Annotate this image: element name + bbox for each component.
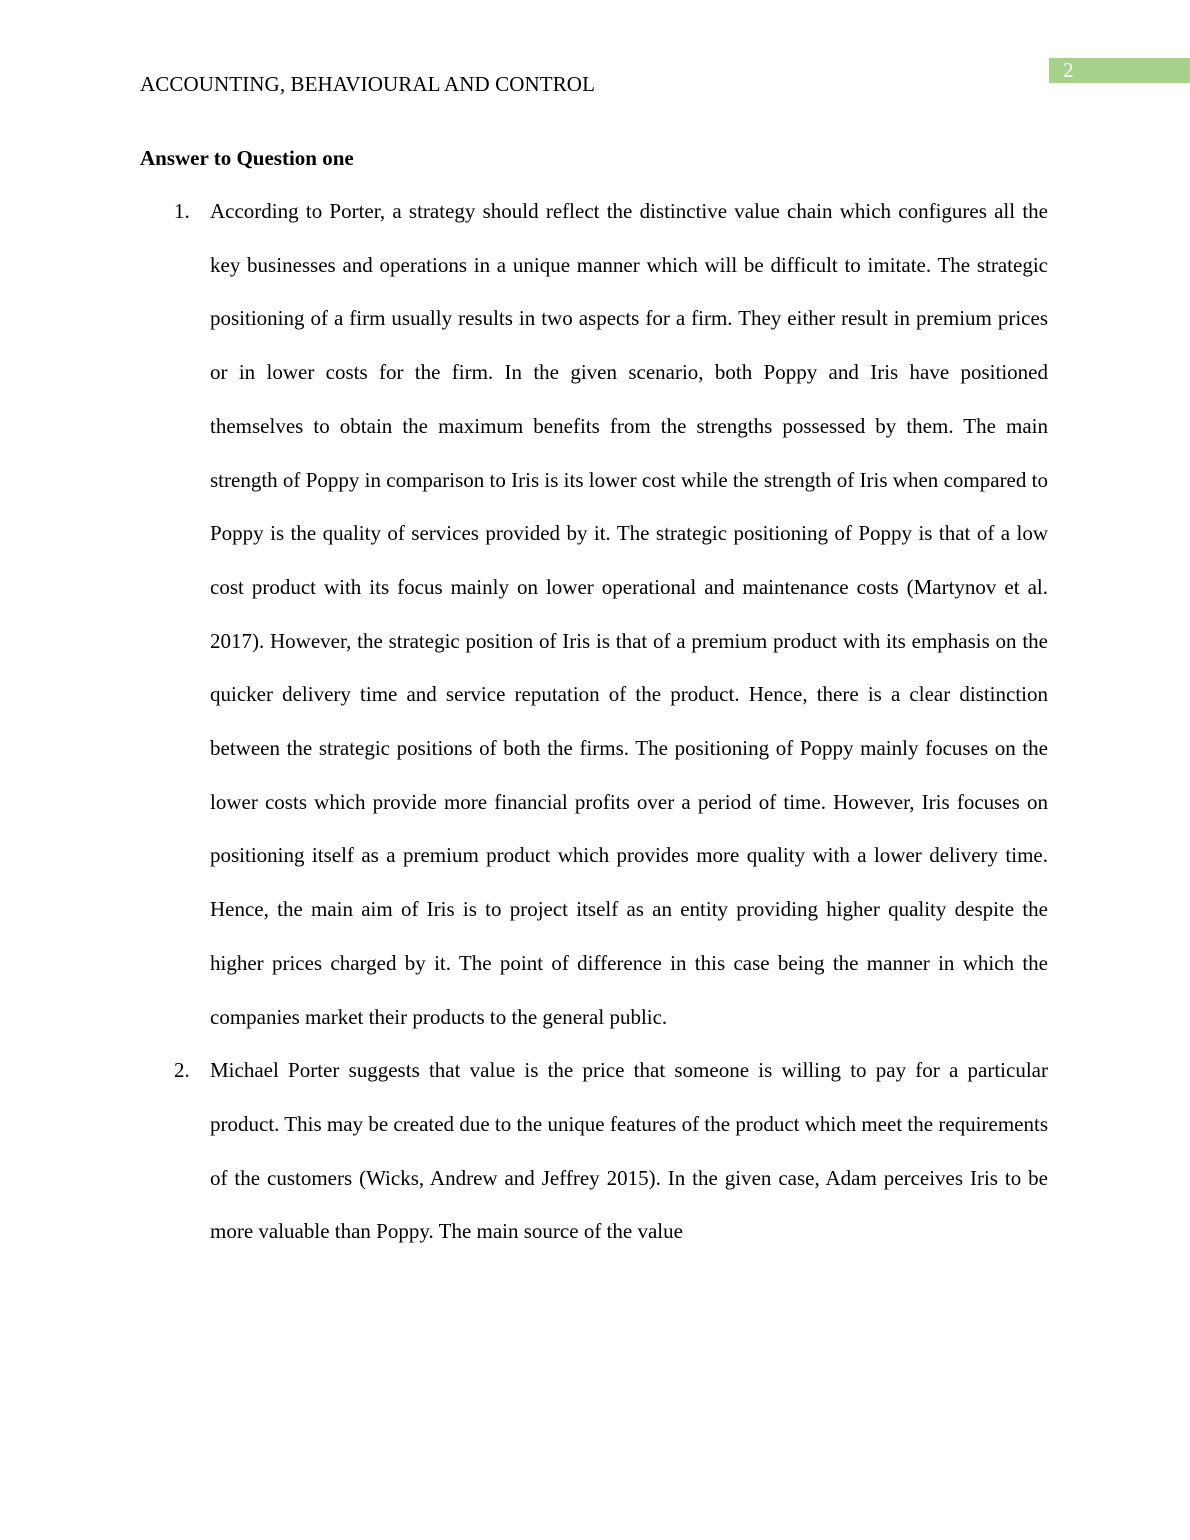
answer-list: [174, 185, 1048, 1259]
page-number-badge: [1049, 58, 1190, 83]
list-number: 2.: [174, 1058, 190, 1083]
answer-item-1: [174, 185, 1048, 1044]
answer-item-2: [174, 1044, 1048, 1259]
page-number: 2: [1063, 58, 1074, 82]
list-number: 1.: [174, 199, 190, 223]
answer-paragraph: According to Porter, a strategy should reflect the distinctive value chain which configures all the key businesses and operations in a unique manner which will be difficult to imitate. The strategic positioning of a firm usually results in two aspects for a firm. They either result in premium prices or in lower costs for the firm. In the given scenario, both Poppy and Iris have positioned themselves to obtain the maximum benefits from the strengths possessed by them. The main strength of Poppy in comparison to Iris is its lower cost while the strength of Iris when compared to Poppy is the quality of services provided by it. The strategic positioning of Poppy is that of a low cost product with its focus mainly on lower operational and maintenance costs (Martynov et al. 2017). However, the strategic position of Iris is that of a premium product with its emphasis on the quicker delivery time and service reputation of the product. Hence, there is a clear distinction between the strategic positions of both the firms. The positioning of Poppy mainly focuses on the lower costs which provide more financial profits over a period of time. However, Iris focuses on positioning itself as a premium product which provides more quality with a lower delivery time. Hence, the main aim of Iris is to project itself as an entity providing higher quality despite the higher prices charged by it. The point of difference in this case being the manner in which the companies market their products to the general public.: [210, 199, 1048, 1029]
answer-paragraph: Michael Porter suggests that value is the price that someone is willing to pay for a particular product. This may be created due to the unique features of the product which meet the requirements of the customers (Wicks, Andrew and Jeffrey 2015). In the given case, Adam perceives Iris to be more valuable than Poppy. The main source of the value: [210, 1058, 1048, 1244]
section-heading: Answer to Question one: [140, 146, 354, 170]
running-head: ACCOUNTING, BEHAVIOURAL AND CONTROL: [140, 72, 595, 96]
